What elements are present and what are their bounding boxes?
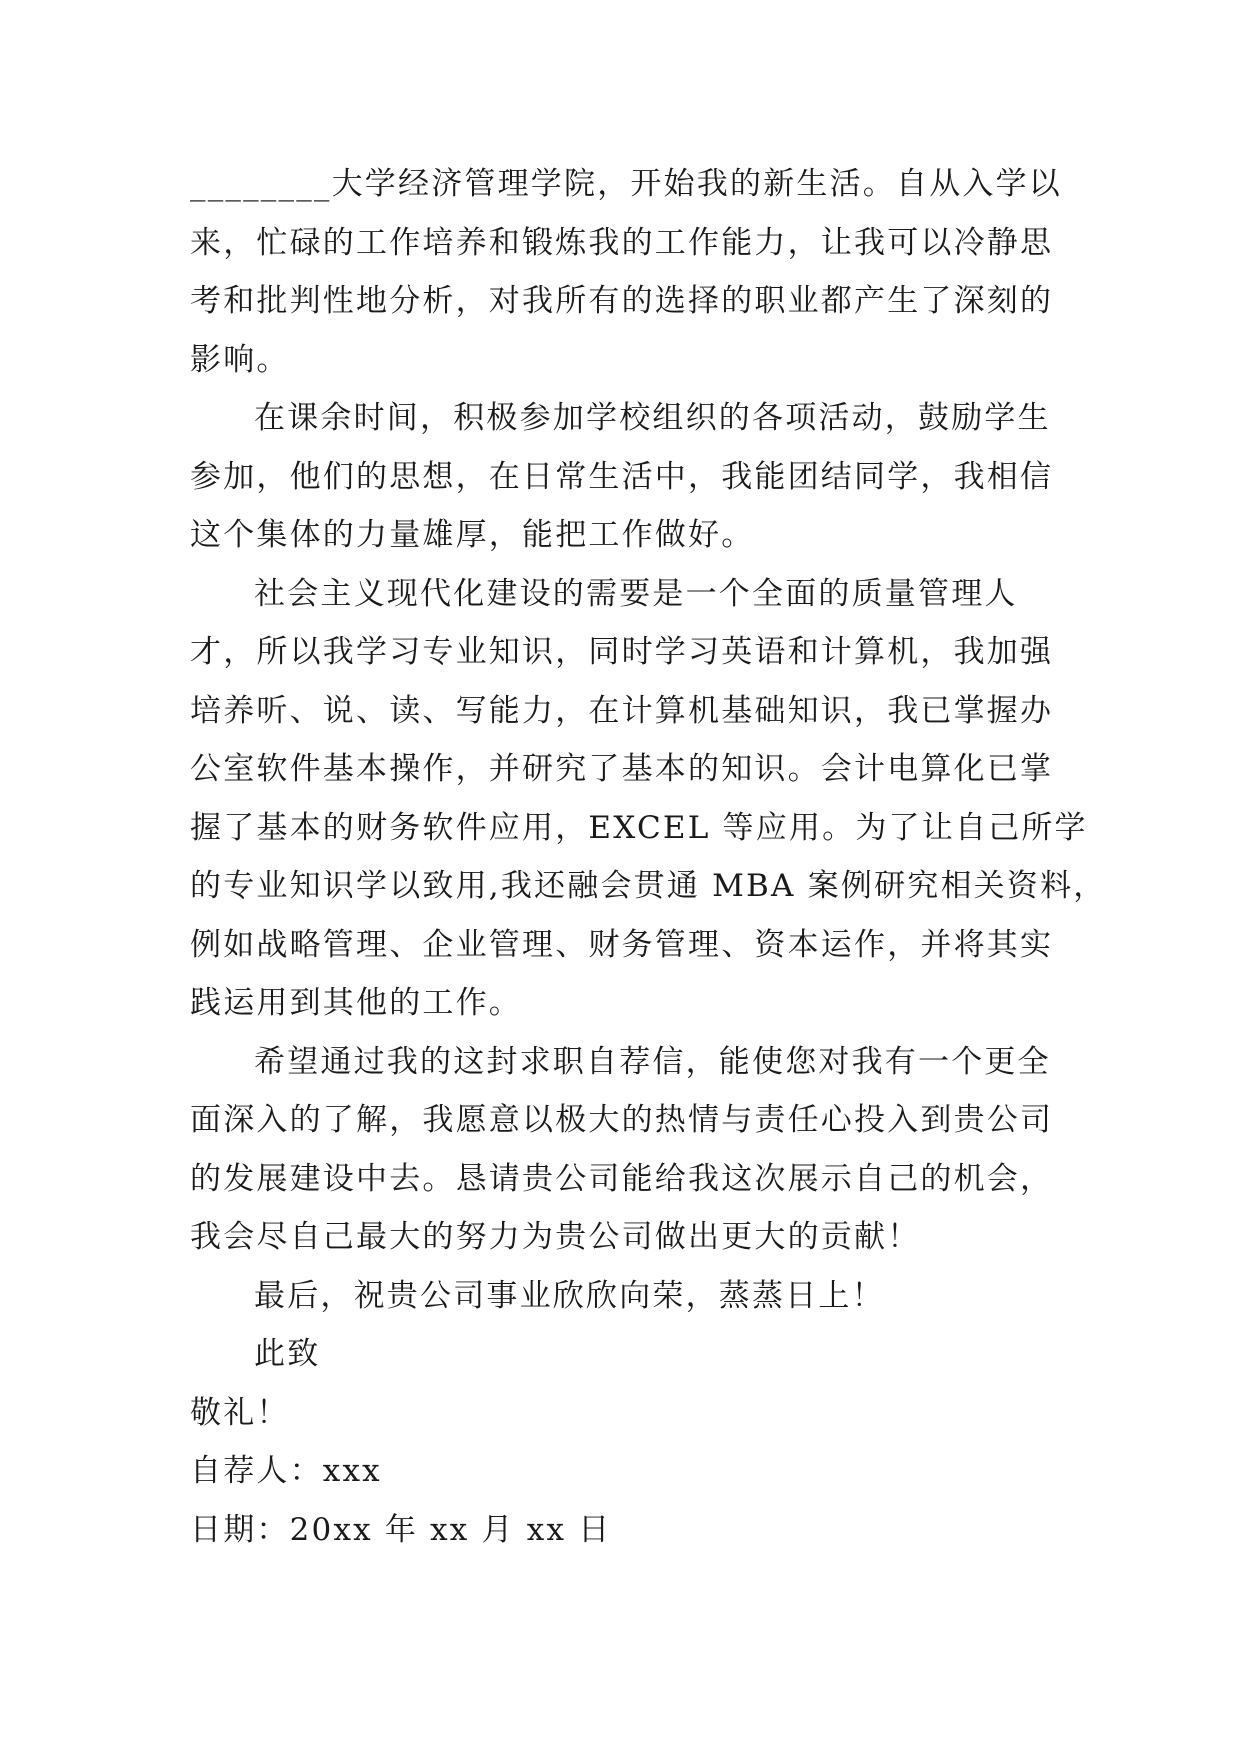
text-line: 在课余时间，积极参加学校组织的各项活动，鼓励学生 xyxy=(254,400,1051,436)
text-line: 例如战略管理、企业管理、财务管理、资本运作，并将其实 xyxy=(190,926,1054,963)
paragraph-intro xyxy=(190,155,1062,389)
text-line: ________大学经济管理学院，开始我的新生活。自从入学以 xyxy=(190,166,1062,202)
text-line: 我会尽自己最大的努力为贵公司做出更大的贡献！ xyxy=(190,1219,921,1255)
signature-line xyxy=(190,1442,1050,1501)
paragraph-activities xyxy=(190,389,1054,565)
text-line: 践运用到其他的工作。 xyxy=(190,985,522,1021)
text-line: 参加，他们的思想，在日常生活中，我能团结同学，我相信 xyxy=(190,458,1054,495)
text-line: 考和批判性地分析，对我所有的选择的职业都产生了深刻的 xyxy=(190,283,1054,319)
paragraph-hope xyxy=(190,1033,1054,1267)
date-line xyxy=(190,1501,1050,1560)
text-line: 希望通过我的这封求职自荐信，能使您对我有一个更全 xyxy=(254,1043,1051,1080)
paragraph-wishes xyxy=(190,1267,1050,1326)
text-line: 敬礼！ xyxy=(190,1394,290,1431)
text-line: 自荐人：xxx xyxy=(190,1453,382,1489)
text-line: 日期：20xx 年 xx 月 xx 日 xyxy=(190,1511,612,1548)
text-line: 来，忙碌的工作培养和锻炼我的工作能力，让我可以冷静思 xyxy=(190,224,1054,261)
text-line: 面深入的了解，我愿意以极大的热情与责任心投入到贵公司 xyxy=(190,1102,1054,1138)
closing-regards xyxy=(190,1384,1050,1443)
text-line: 最后，祝贵公司事业欣欣向荣，蒸蒸日上！ xyxy=(254,1277,885,1314)
letter-body xyxy=(190,155,1107,1559)
closing-salutation xyxy=(190,1325,1050,1384)
text-line: 公室软件基本操作，并研究了基本的知识。会计电算化已掌 xyxy=(190,751,1054,787)
text-line: 此致 xyxy=(254,1336,321,1372)
text-line: 社会主义现代化建设的需要是一个全面的质量管理人 xyxy=(254,575,1018,612)
text-line: 影响。 xyxy=(190,341,290,378)
text-line: 才，所以我学习专业知识，同时学习英语和计算机，我加强 xyxy=(190,634,1054,670)
text-line: 培养听、说、读、写能力，在计算机基础知识，我已掌握办 xyxy=(190,692,1054,729)
text-line: 这个集体的力量雄厚，能把工作做好。 xyxy=(190,517,755,553)
text-line: 的发展建设中去。恳请贵公司能给我这次展示自己的机会， xyxy=(190,1160,1054,1197)
paragraph-skills xyxy=(190,565,1107,1033)
text-line: 握了基本的财务软件应用，EXCEL 等应用。为了让自己所学 xyxy=(190,809,1088,846)
text-line: 的专业知识学以致用,我还融会贯通 MBA 案例研究相关资料， xyxy=(190,868,1107,904)
